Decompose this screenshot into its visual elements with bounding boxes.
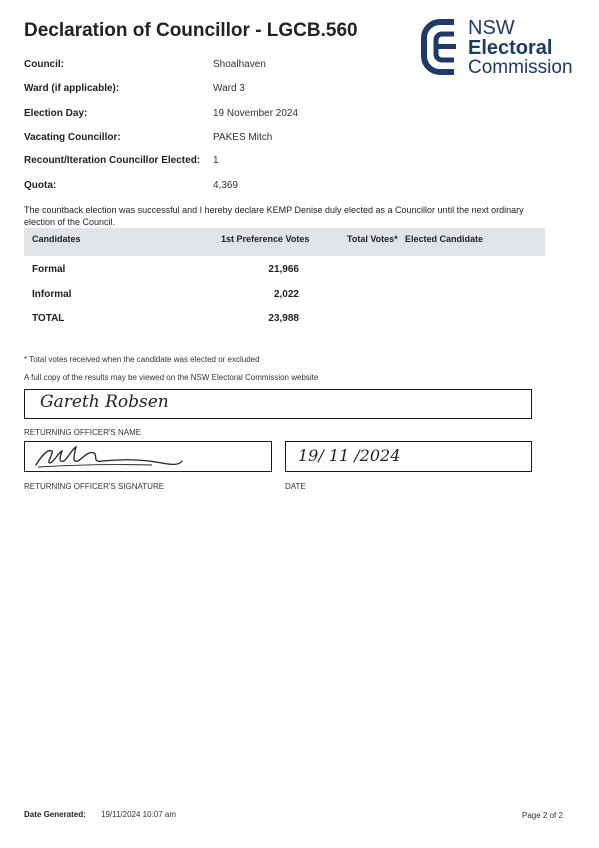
results-copy-note: A full copy of the results may be viewed on the NSW Electoral Commission website bbox=[24, 373, 319, 382]
date-caption: DATE bbox=[285, 482, 306, 491]
field-value-election-day: 19 November 2024 bbox=[213, 108, 299, 119]
field-label-vacating-councillor: Vacating Councillor: bbox=[24, 132, 121, 143]
table-header-total-votes: Total Votes* bbox=[347, 234, 398, 244]
date-handwritten: 19/ 11 /2024 bbox=[298, 446, 401, 465]
officer-name-caption: RETURNING OFFICER'S NAME bbox=[24, 428, 142, 437]
table-row-value-formal: 21,966 bbox=[268, 264, 299, 275]
table-header-candidates: Candidates bbox=[32, 234, 81, 244]
field-label-election-day: Election Day: bbox=[24, 108, 88, 119]
officer-signature-mark bbox=[32, 443, 192, 469]
field-value-vacating-councillor: PAKES Mitch bbox=[213, 132, 273, 143]
page-number: Page 2 of 2 bbox=[522, 811, 563, 820]
field-label-ward: Ward (if applicable): bbox=[24, 83, 120, 94]
logo-line-electoral: Electoral bbox=[468, 37, 553, 59]
field-label-council: Council: bbox=[24, 59, 64, 70]
nsw-electoral-commission-logo bbox=[420, 16, 585, 80]
document-title: Declaration of Councillor - LGCB.560 bbox=[24, 20, 358, 41]
table-row-value-informal: 2,022 bbox=[273, 289, 299, 300]
officer-signature-caption: RETURNING OFFICER'S SIGNATURE bbox=[24, 482, 165, 491]
officer-name-handwritten: Gareth Robsen bbox=[40, 392, 169, 412]
table-row-label-formal: Formal bbox=[32, 264, 66, 275]
table-header-elected-candidate: Elected Candidate bbox=[405, 234, 484, 244]
electoral-commission-emblem-icon bbox=[420, 18, 464, 76]
logo-line-commission: Commission bbox=[468, 57, 573, 78]
field-value-ward: Ward 3 bbox=[213, 83, 245, 94]
table-header-first-preference: 1st Preference Votes bbox=[221, 234, 310, 244]
logo-line-nsw: NSW bbox=[468, 17, 515, 39]
logo-wordmark bbox=[468, 18, 573, 77]
table-row-label-informal: Informal bbox=[32, 289, 72, 300]
declaration-text: The countback election was successful and I hereby declare KEMP Denise duly elected as a Councillor until the next ordinary election of the Council. bbox=[24, 205, 524, 227]
date-generated-label: Date Generated: bbox=[24, 810, 86, 819]
footnote: * Total votes received when the candidate was elected or excluded bbox=[24, 355, 260, 364]
table-row-label-total: TOTAL bbox=[32, 313, 65, 324]
field-label-quota: Quota: bbox=[24, 180, 57, 191]
field-label-recount-iteration: Recount/Iteration Councillor Elected: bbox=[24, 155, 201, 166]
table-row-value-total: 23,988 bbox=[268, 313, 299, 324]
field-value-council: Shoalhaven bbox=[213, 59, 266, 70]
date-generated-value: 19/11/2024 10:07 am bbox=[101, 810, 177, 819]
field-value-recount-iteration: 1 bbox=[213, 155, 219, 166]
field-value-quota: 4,369 bbox=[213, 180, 239, 191]
